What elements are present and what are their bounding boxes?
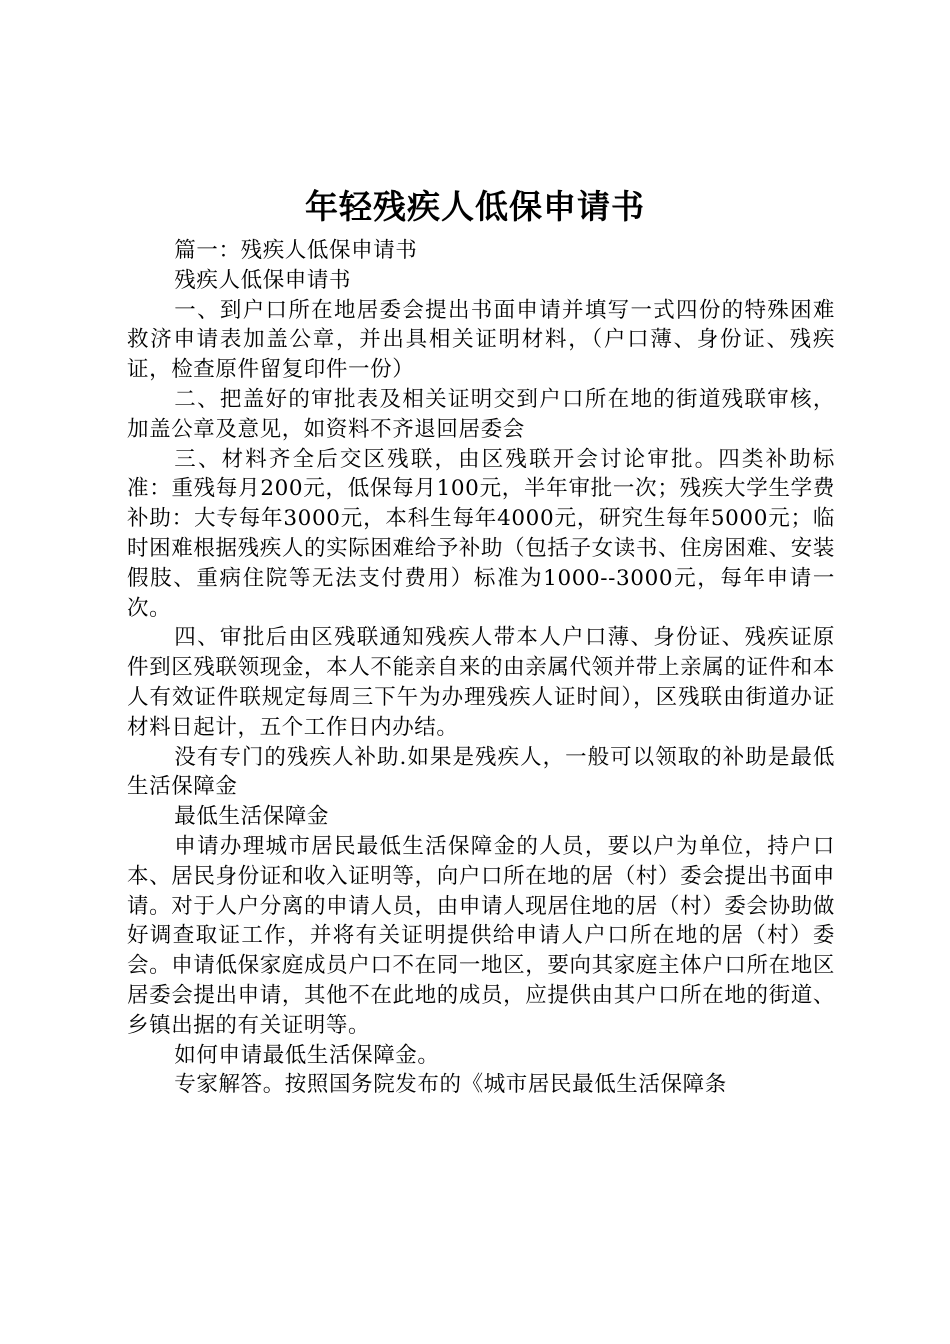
paragraph-expert-answer: 专家解答。按照国务院发布的《城市居民最低生活保障条 (174, 1072, 727, 1098)
paragraph-minimum-living-heading: 最低生活保障金 (174, 804, 329, 830)
paragraph-step-two: 二、把盖好的审批表及相关证明交到户口所在地的街道残联审核，加盖公章及意见，如资料不齐退回居委会 (127, 386, 835, 442)
paragraph-subheading: 残疾人低保申请书 (174, 267, 352, 293)
paragraph-application-procedure: 申请办理城市居民最低生活保障金的人员，要以户为单位，持户口本、居民身份证和收入证明等，向户口所在地的居（村）委会提出书面申请。对于人户分离的申请人员，由申请人现居住地的居（村）委会协助做好调查取证工作，并将有关证明提供给申请人户口所在地的居（村）委会。申请低保家庭成员户口不在同一地区，要向其家庭主体户口所在地区居委会提出申请，其他不在此地的成员，应提供由其户口所在地的街道、乡镇出据的有关证明等。 (127, 833, 835, 1038)
paragraph-step-four: 四、审批后由区残联通知残疾人带本人户口薄、身份证、残疾证原件到区残联领现金，本人不能亲自来的由亲属代领并带上亲属的证件和本人有效证件联规定每周三下午为办理残疾人证时间），区残联由街道办证材料日起计，五个工作日内办结。 (127, 625, 835, 740)
paragraph-subsidy-note: 没有专门的残疾人补助.如果是残疾人，一般可以领取的补助是最低生活保障金 (127, 744, 835, 800)
document-body (127, 236, 835, 1100)
paragraph-section-heading: 篇一：残疾人低保申请书 (174, 238, 418, 263)
paragraph-step-one: 一、到户口所在地居委会提出书面申请并填写一式四份的特殊困难救济申请表加盖公章，并出具相关证明材料，（户口薄、身份证、残疾证，检查原件留复印件一份） (127, 297, 835, 383)
document-title: 年轻残疾人低保申请书 (305, 187, 645, 226)
paragraph-how-to-apply: 如何申请最低生活保障金。 (174, 1042, 440, 1068)
paragraph-step-three: 三、材料齐全后交区残联，由区残联开会讨论审批。四类补助标准：重残每月200元，低保每月100元，半年审批一次；残疾大学生学费补助：大专每年3000元，本科生每年4000元，研究生每年5000元；临时困难根据残疾人的实际困难给予补助（包括子女读书、住房困难、安装假肢、重病住院等无法支付费用）标准为1000--3000元，每年申请一次。 (127, 446, 835, 621)
